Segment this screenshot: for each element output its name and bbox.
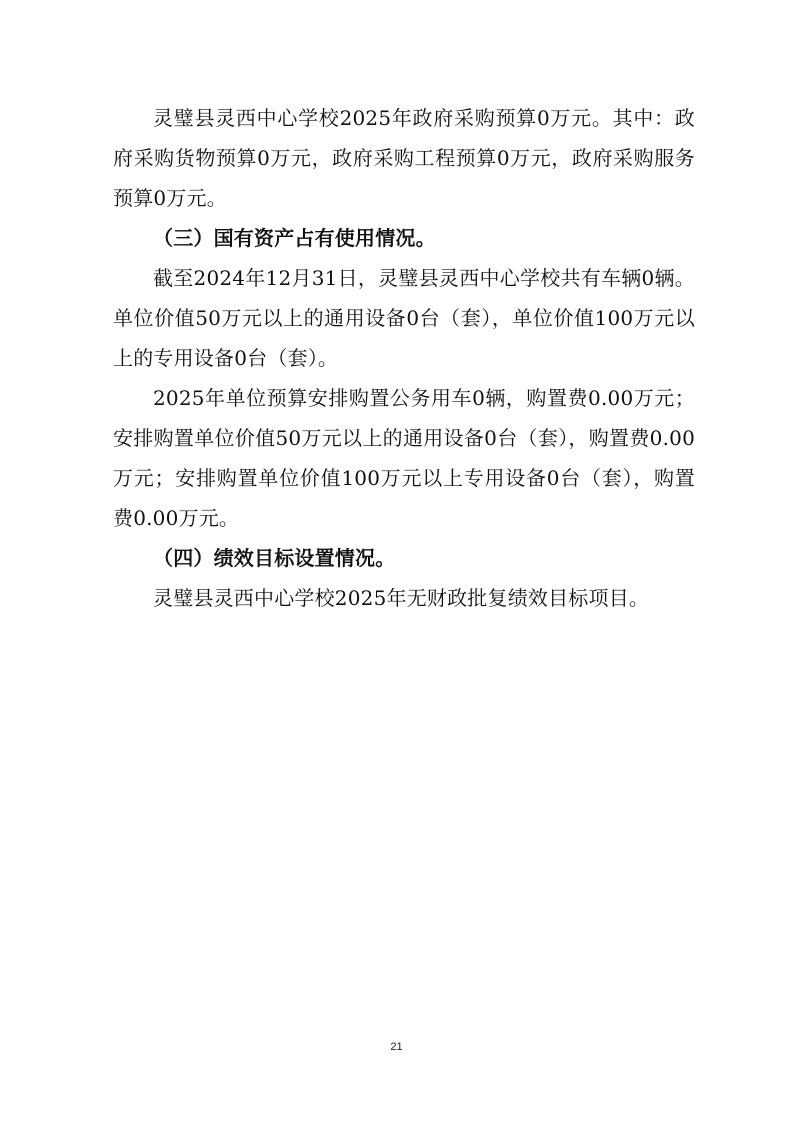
assets-section-heading: （三）国有资产占有使用情况。 xyxy=(153,226,436,250)
equipment-purchase-paragraph: 2025年单位预算安排购置公务用车0辆，购置费0.00万元；安排购置单位价值50万元以上的通用设备0台（套），购置费0.00万元；安排购置单位价值100万元以上专用设备0台（套），购置费0.00万元。 xyxy=(113,386,695,530)
performance-goals-paragraph: 灵璧县灵西中心学校2025年无财政批复绩效目标项目。 xyxy=(153,586,650,610)
document-body xyxy=(113,98,695,618)
assets-usage-paragraph: 截至2024年12月31日，灵璧县灵西中心学校共有车辆0辆。单位价值50万元以上的通用设备0台（套），单位价值100万元以上的专用设备0台（套）。 xyxy=(113,266,695,370)
page-number: 21 xyxy=(390,1041,403,1053)
procurement-budget-paragraph: 灵璧县灵西中心学校2025年政府采购预算0万元。其中：政府采购货物预算0万元，政府采购工程预算0万元，政府采购服务预算0万元。 xyxy=(113,106,695,210)
performance-section-heading: （四）绩效目标设置情况。 xyxy=(153,546,396,570)
